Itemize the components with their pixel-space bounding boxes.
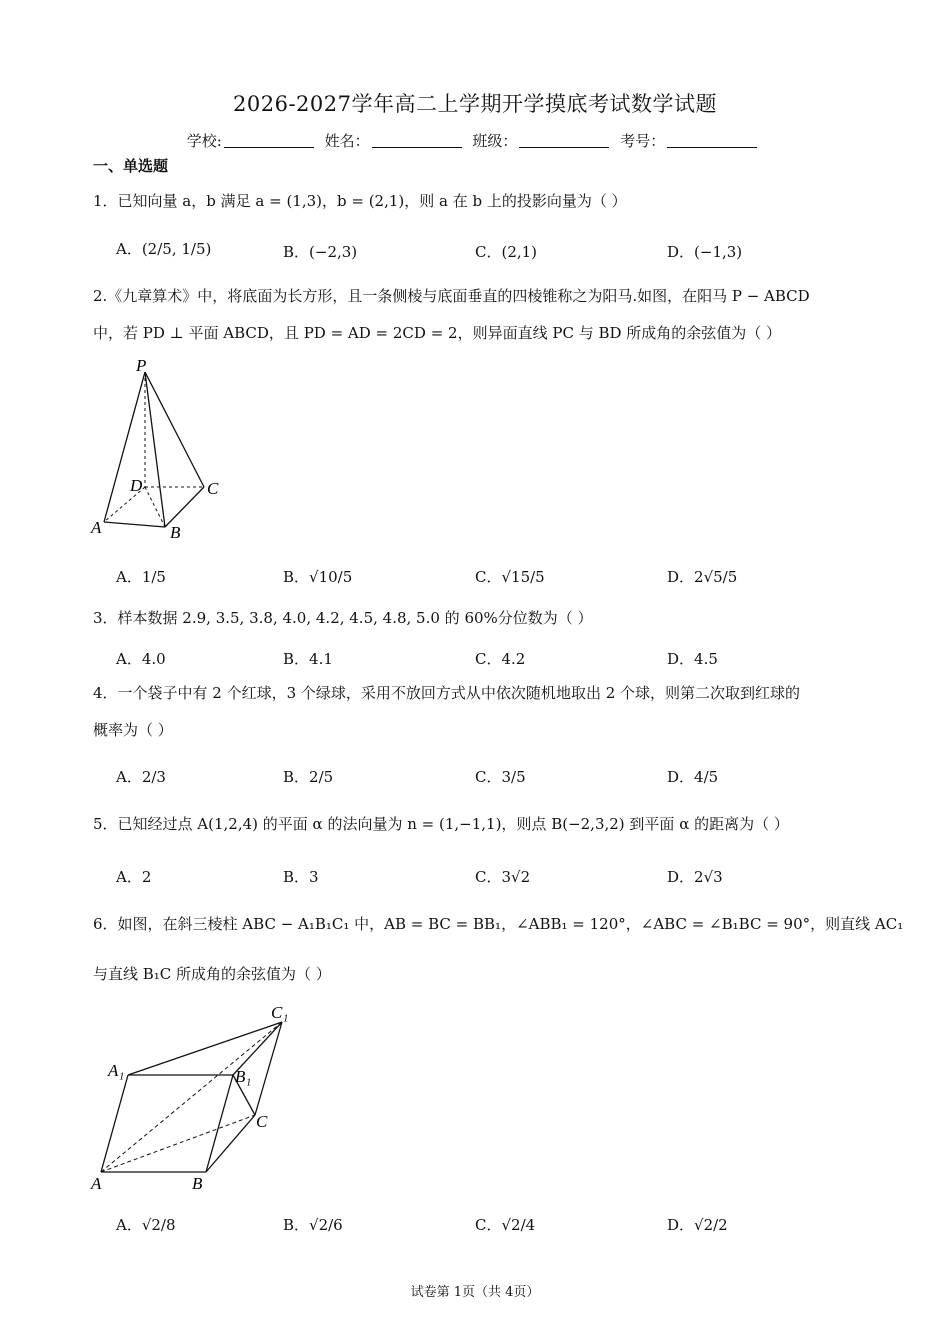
label-a1: A₁ <box>108 1061 125 1080</box>
question-6-stem-line1: 6．如图，在斜三棱柱 ABC − A₁B₁C₁ 中，AB = BC = BB₁，∠ABB₁ = 120°，∠ABC = ∠B₁BC = 90°，则直线 AC₁ <box>93 915 904 933</box>
exam-number-label: 考号： <box>620 132 666 150</box>
label-b: B <box>192 1174 203 1193</box>
q6-option-a[interactable]: A．√2/8 <box>116 1216 176 1234</box>
question-4-stem-line1: 4．一个袋子中有 2 个红球，3 个绿球，采用不放回方式从中依次随机地取出 2 个球，则第二次取到红球的 <box>93 684 801 702</box>
label-c: C <box>256 1112 268 1131</box>
page-footer: 试卷第 1页（共 4页） <box>410 1285 540 1300</box>
q4-option-b[interactable]: B．2/5 <box>283 768 334 786</box>
exam-number-blank[interactable] <box>667 133 757 148</box>
q3-option-c[interactable]: C．4.2 <box>475 650 526 668</box>
question-3-stem: 3．样本数据 2.9, 3.5, 3.8, 4.0, 4.2, 4.5, 4.8, 5.0 的 60%分位数为（ ） <box>93 609 593 627</box>
q6-option-c[interactable]: C．√2/4 <box>475 1216 536 1234</box>
q3-option-b[interactable]: B．4.1 <box>283 650 333 668</box>
question-2-stem-line2: 中，若 PD ⊥ 平面 ABCD，且 PD = AD = 2CD = 2，则异面直线 PC 与 BD 所成角的余弦值为（ ） <box>93 324 782 342</box>
q4-option-c[interactable]: C．3/5 <box>475 768 526 786</box>
question-2-stem-line1: 2.《九章算术》中，将底面为长方形，且一条侧棱与底面垂直的四棱锥称之为阳马.如图，在阳马 P − ABCD <box>93 287 810 305</box>
label-d: D <box>130 476 143 495</box>
section-heading: 一、单选题 <box>93 157 169 175</box>
label-a: A <box>91 518 102 537</box>
q1-option-c[interactable]: C．(2,1) <box>475 243 538 261</box>
q2-option-c[interactable]: C．√15/5 <box>475 568 545 586</box>
q6-option-b[interactable]: B．√2/6 <box>283 1216 343 1234</box>
label-a: A <box>91 1174 102 1193</box>
q5-option-b[interactable]: B．3 <box>283 868 319 886</box>
q4-option-a[interactable]: A．2/3 <box>116 768 166 786</box>
name-blank[interactable] <box>372 133 462 148</box>
label-p: P <box>136 356 147 375</box>
q5-option-c[interactable]: C．3√2 <box>475 868 531 886</box>
q5-option-d[interactable]: D．2√3 <box>667 868 723 886</box>
class-blank[interactable] <box>519 133 609 148</box>
label-c1: C₁ <box>271 1003 289 1022</box>
school-blank[interactable] <box>224 133 314 148</box>
q2-option-b[interactable]: B．√10/5 <box>283 568 353 586</box>
q6-option-d[interactable]: D．√2/2 <box>667 1216 728 1234</box>
q3-option-a[interactable]: A．4.0 <box>116 650 166 668</box>
name-label: 姓名： <box>324 132 370 150</box>
q2-option-a[interactable]: A．1/5 <box>116 568 166 586</box>
question-5-stem: 5．已知经过点 A(1,2,4) 的平面 α 的法向量为 n = (1,−1,1)，则点 B(−2,3,2) 到平面 α 的距离为（ ） <box>93 815 789 833</box>
class-label: 班级： <box>472 132 518 150</box>
q1-option-b[interactable]: B．(−2,3) <box>283 243 358 261</box>
student-info-line <box>0 130 950 151</box>
pyramid-figure <box>88 355 233 545</box>
question-1-stem: 1．已知向量 a，b 满足 a = (1,3)，b = (2,1)，则 a 在 b 上的投影向量为（ ） <box>93 192 627 210</box>
q1-option-a[interactable]: A．(2/5, 1/5) <box>116 240 212 258</box>
q5-option-a[interactable]: A．2 <box>116 868 152 886</box>
label-b1: B₁ <box>235 1067 252 1086</box>
page-title: 2026-2027学年高二上学期开学摸底考试数学试题 <box>233 92 717 116</box>
question-4-stem-line2: 概率为（ ） <box>93 721 173 739</box>
question-6-stem-line2: 与直线 B₁C 所成角的余弦值为（ ） <box>93 965 331 983</box>
q2-option-d[interactable]: D．2√5/5 <box>667 568 738 586</box>
label-b: B <box>170 523 181 542</box>
q4-option-d[interactable]: D．4/5 <box>667 768 719 786</box>
q1-option-d[interactable]: D．(−1,3) <box>667 243 743 261</box>
school-label: 学校: <box>186 132 222 150</box>
prism-figure <box>88 1000 303 1195</box>
q3-option-d[interactable]: D．4.5 <box>667 650 718 668</box>
label-c: C <box>207 479 219 498</box>
